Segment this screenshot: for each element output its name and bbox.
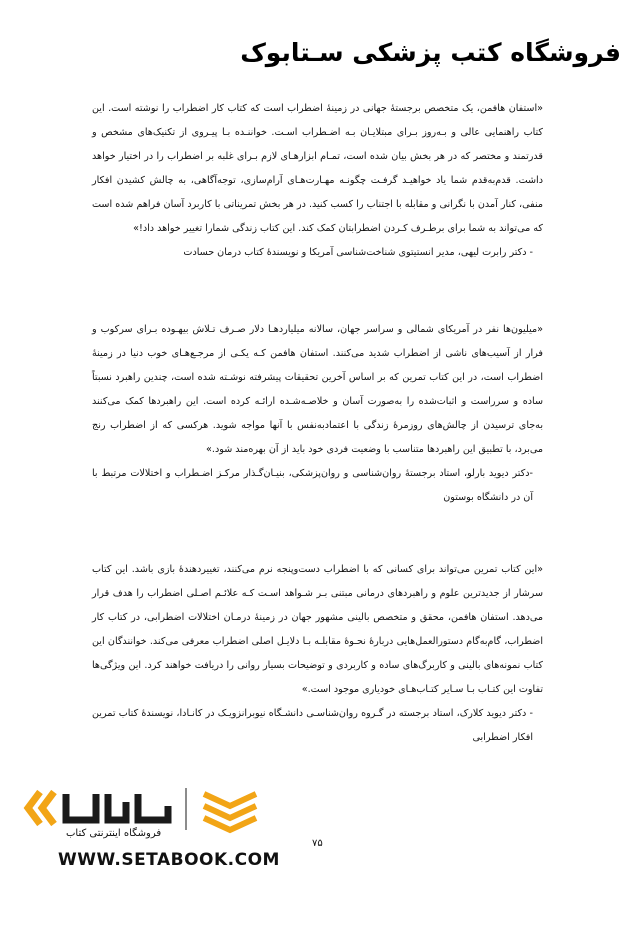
review-text-1: «استفان هافمن، یک متخصص برجستهٔ جهانی در زمینهٔ اضطراب است که کتاب کار اضطراب را نوشته است. این کتاب راهنمایی عالی و بـه‌روز بـرای مبتلایـان بـه اضـطراب اسـت. خواننـده بـا پیـروی از تکنیک‌های مشخص و قدرتمند و مختصر که در هر بخش بیان شده است، تمـام ابزارهـای لازم بـرای غلبه بر اضطراب را در اختیار خواهد داشت. قدم‌به‌قدم شما یاد خواهیـد گرفـت چگونـه مهـارت‌هـای آرام‌سازی، توجه‌آگاهی، به چالش کشیدن افکار منفی، کنار آمدن با نگرانی و مقابله با اجتناب را کسب کنید. در هر بخش تمریناتی با کاربرد آسان فراهم شده است که می‌تواند به شما برای برطـرف کـردن اضطرابتان کمک کند. این کتاب زندگی شمارا تغییر خواهد داد!» <box>92 103 543 234</box>
page-header-title: فروشگاه کتب پزشکی سـتابوک <box>240 38 621 67</box>
website-url: WWW.SETABOOK.COM <box>58 850 280 870</box>
review-text-3: «این کتاب تمرین می‌تواند برای کسانی که با اضطراب دست‌وپنجه نرم می‌کنند، تغییردهندهٔ بازی باشد. این کتاب سرشار از جدیدترین علوم و راهبردهای درمانی مبتنی بـر شـواهد اسـت کـه علائـم اصـلی اضطراب را هدف قرار می‌دهد. استفان هافمن، محقق و متخصص بالینی مشهور جهان در زمینهٔ درمـان اختلالات اضطرابی، در کتاب کار اضطراب، گام‌به‌گام دستورالعمل‌هایی دربارهٔ نحـوهٔ مقابلـه بـا دلایـل اصلی اضطراب معرفی می‌کند. خوانندگان این کتاب نمونه‌های بالینی و کاربرگ‌های ساده و کاربردی و توضیحات بسیار روانی را دریافت خواهند کرد. این ویژگی‌ها تفاوت این کتـاب بـا سـایر کتـاب‌هـای خودیاری موجود است.» <box>92 564 543 695</box>
review-attribution-3: - دکتر دیوید کلارک، استاد برجسته در گـروه روان‌شناسـی دانشـگاه نیوبرانزویـک در کانـادا، نویسندهٔ کتاب تمرین افکار اضطرابی <box>92 708 533 743</box>
review-attribution-2: -دکتر دیوید بارلو، استاد برجستهٔ روان‌شناسی و روان‌پزشکی، بنیـان‌گـذار مرکـز اضـطراب و اختلالات مرتبط با آن در دانشگاه بوستون <box>92 468 533 503</box>
page-number: ۷۵ <box>312 838 323 849</box>
review-attribution-1: - دکتر رابرت لیهی، مدیر انستیتوی شناخت‌شناسی آمریکا و نویسندهٔ کتاب درمان حسادت <box>183 247 533 258</box>
review-paragraph-1 <box>92 97 543 265</box>
review-paragraph-2 <box>92 318 543 510</box>
logo-subtitle: فروشگاه اینترنتی کتاب <box>66 828 162 839</box>
review-text-2: «میلیون‌ها نفر در آمریکای شمالی و سراسر جهان، سالانه میلیاردهـا دلار صـرف تـلاش بیهـوده بـرای سرکوب و فرار از آسیب‌های ناشی از اضطراب شدید می‌کنند. استفان هافمن کـه یکـی از مرجـع‌هـای خوب دنیا در زمینهٔ اضطراب است، در این کتاب تمرین که بر اساس آخرین تحقیقات پیشرفته نوشـته شده است، چندین راهبرد نسبتاً ساده و سرراست و اثبات‌شده را به‌صورت آسان و خلاصـه‌شـده ارائـه کرده است. این راهبردها کمک می‌کنند به‌جای ترسیدن از چالش‌های روزمرهٔ زندگی با اعتماد‌به‌نفس با آنها مواجه شوید. هرکسی که از اضطراب رنج می‌برد، با تطبیق این راهبردها متناسب با وضعیت فردی خود باید از آن بهره‌مند شود.» <box>92 324 543 455</box>
review-paragraph-3 <box>92 558 543 750</box>
